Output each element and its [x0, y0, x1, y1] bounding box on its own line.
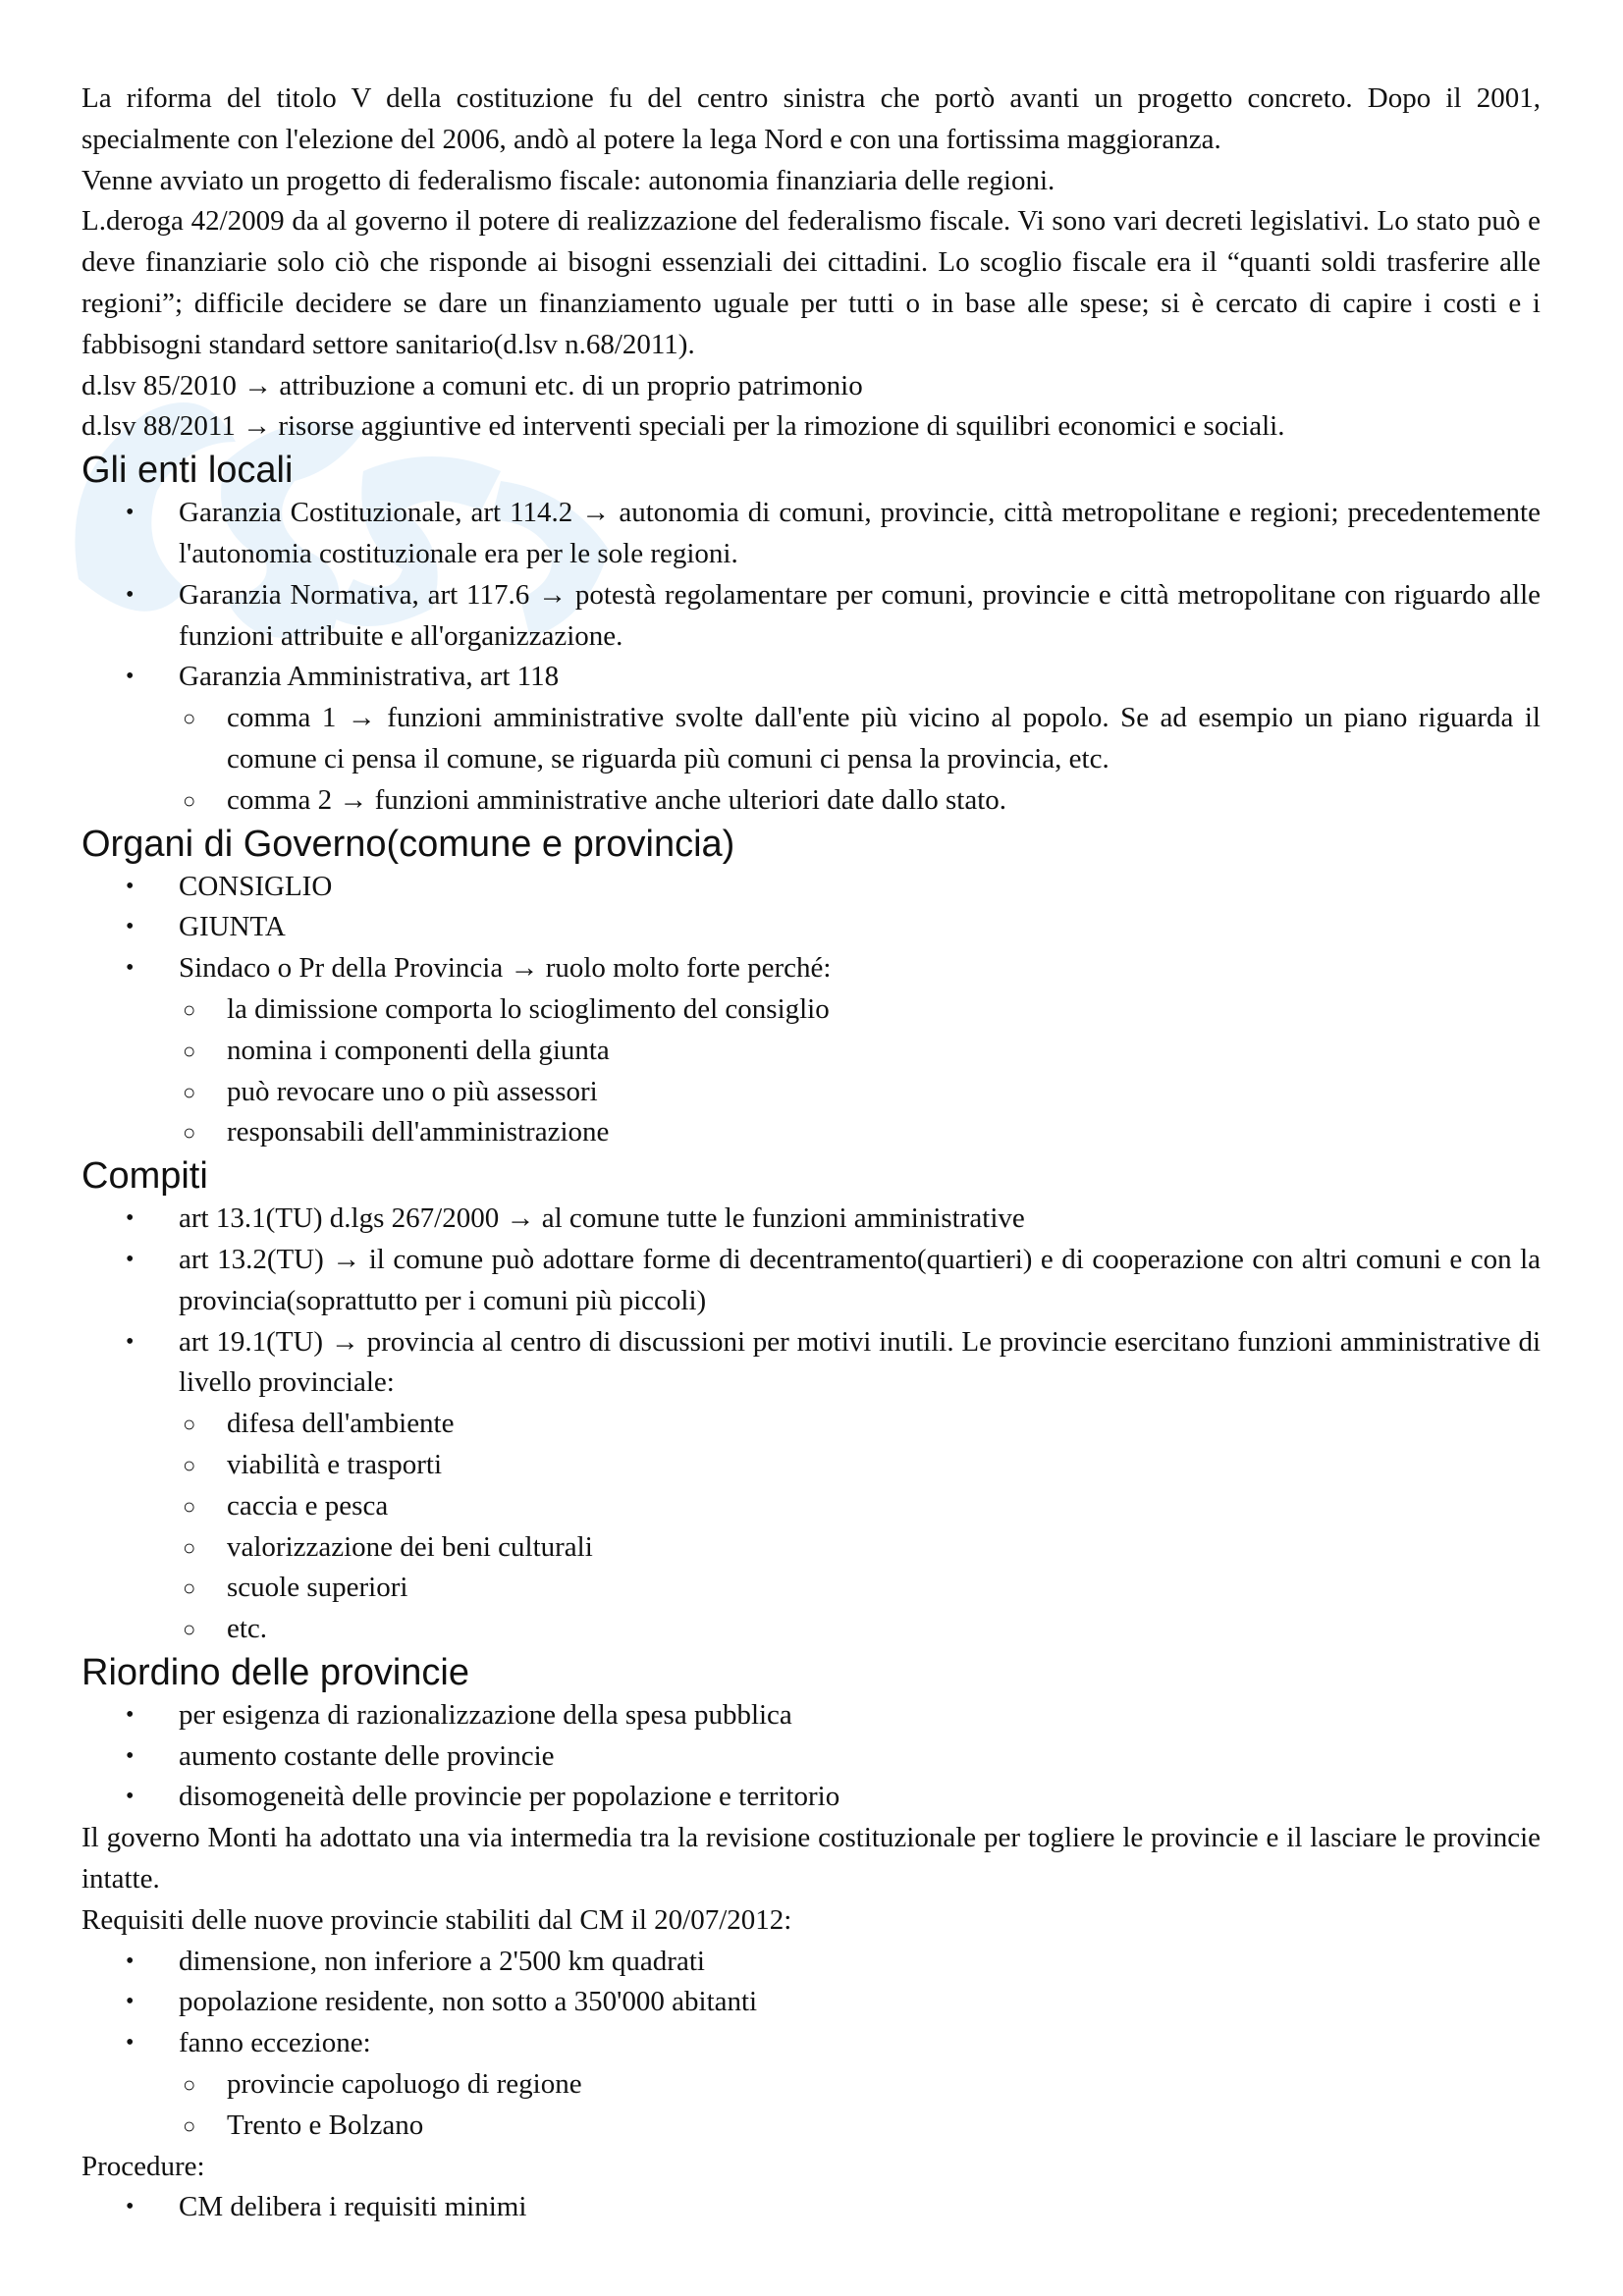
- circle-bullet-icon: ○: [183, 2112, 196, 2138]
- bullet-icon: •: [126, 581, 135, 608]
- riordino-paragraph-requisiti: Requisiti delle nuove provincie stabiliti dal CM il 20/07/2012:: [81, 1903, 792, 1936]
- procedure-list: [81, 2187, 1541, 2228]
- sub-list-item: ○ caccia e pesca: [81, 1486, 1541, 1527]
- section-heading-compiti: Compiti: [81, 1155, 208, 1198]
- sub-list-item: ○ comma 2 → funzioni amministrative anche ulteriori date dallo stato.: [81, 780, 1541, 822]
- bullet-icon: •: [126, 1328, 135, 1355]
- bullet-icon: •: [126, 1989, 135, 2015]
- circle-bullet-icon: ○: [183, 1079, 196, 1104]
- requisiti-list: [81, 1942, 1541, 2147]
- bullet-icon: •: [126, 873, 135, 899]
- list-item: • disomogeneità delle provincie per popolazione e territorio: [81, 1777, 1541, 1818]
- sub-list-item: ○ nomina i componenti della giunta: [81, 1031, 1541, 1072]
- sub-list-item: ○ può revocare uno o più assessori: [81, 1072, 1541, 1113]
- list-item: • dimensione, non inferiore a 2'500 km quadrati: [81, 1942, 1541, 1983]
- compiti-sublist: [81, 1404, 1541, 1650]
- circle-bullet-icon: ○: [183, 2072, 196, 2098]
- riordino-paragraph-monti: Il governo Monti ha adottato una via intermedia tra la revisione costituzionale per togliere le provincie e il lasciare le provincie intatte.: [81, 1822, 1541, 1896]
- intro-paragraph-1: La riforma del titolo V della costituzione fu del centro sinistra che portò avanti un progetto concreto. Dopo il 2001, specialmente con l'elezione del 2006, andò al potere la lega Nord e con una fortissima maggioranza.: [81, 82, 1541, 155]
- list-item: • Garanzia Amministrativa, art 118 ○ comma 1 → funzioni amministrative svolte dall'ente più vicino al popolo. Se ad esempio un piano riguarda il comune ci pensa il comune, se riguarda più comuni ci pensa la provincia, etc. ○ comma 2 → funzioni amministrative anche ulteriori date dallo stato.: [81, 657, 1541, 821]
- list-item: • popolazione residente, non sotto a 350'000 abitanti: [81, 1982, 1541, 2023]
- bullet-icon: •: [126, 1784, 135, 1810]
- intro-paragraph-2: Venne avviato un progetto di federalismo fiscale: autonomia finanziaria delle regioni.: [81, 164, 1055, 196]
- list-item: • art 19.1(TU) → provincia al centro di discussioni per motivi inutili. Le provincie esercitano funzioni amministrative di livello provinciale: ○ difesa dell'ambiente ○ viabilità e trasporti ○ caccia e pesca ○ valorizzazione dei beni culturali ○ scuole superiori ○ etc.: [81, 1322, 1541, 1650]
- section-heading-riordino: Riordino delle provincie: [81, 1651, 469, 1693]
- circle-bullet-icon: ○: [183, 1617, 196, 1642]
- bullet-icon: •: [126, 500, 135, 526]
- procedure-label: Procedure:: [81, 2150, 205, 2182]
- enti-sublist: [81, 698, 1541, 821]
- list-item: • art 13.1(TU) d.lgs 267/2000 → al comune tutte le funzioni amministrative: [81, 1199, 1541, 1240]
- circle-bullet-icon: ○: [183, 1120, 196, 1146]
- sub-list-item: ○ scuole superiori: [81, 1568, 1541, 1609]
- circle-bullet-icon: ○: [183, 1493, 196, 1519]
- list-item: • Garanzia Normativa, art 117.6 → potestà regolamentare per comuni, provincie e città metropolitane con riguardo alle funzioni attribuite e all'organizzazione.: [81, 575, 1541, 658]
- bullet-icon: •: [126, 1246, 135, 1272]
- requisiti-sublist: [81, 2064, 1541, 2147]
- list-item: • GIUNTA: [81, 907, 1541, 948]
- bullet-icon: •: [126, 2194, 135, 2220]
- bullet-icon: •: [126, 1948, 135, 1974]
- organi-list: [81, 867, 1541, 1154]
- list-item: • CONSIGLIO: [81, 867, 1541, 908]
- bullet-icon: •: [126, 664, 135, 690]
- bullet-icon: •: [126, 955, 135, 982]
- intro-paragraph-4: d.lsv 85/2010 → attribuzione a comuni etc. di un proprio patrimonio: [81, 369, 863, 401]
- sub-list-item: ○ etc.: [81, 1609, 1541, 1650]
- sub-list-item: ○ comma 1 → funzioni amministrative svolte dall'ente più vicino al popolo. Se ad esempio un piano riguarda il comune ci pensa il comune, se riguarda più comuni ci pensa la provincia, etc.: [81, 698, 1541, 780]
- compiti-list: [81, 1199, 1541, 1650]
- sub-list-item: ○ la dimissione comporta lo scioglimento del consiglio: [81, 989, 1541, 1031]
- intro-section: [81, 79, 1541, 448]
- riordino-list: [81, 1695, 1541, 1818]
- organi-sublist: [81, 989, 1541, 1153]
- sub-list-item: ○ viabilità e trasporti: [81, 1445, 1541, 1486]
- list-item: • art 13.2(TU) → il comune può adottare forme di decentramento(quartieri) e di cooperazione con altri comuni e con la provincia(soprattutto per i comuni più piccoli): [81, 1240, 1541, 1322]
- section-heading-organi: Organi di Governo(comune e provincia): [81, 823, 735, 865]
- circle-bullet-icon: ○: [183, 1038, 196, 1063]
- list-item: • fanno eccezione: ○ provincie capoluogo di regione ○ Trento e Bolzano: [81, 2023, 1541, 2146]
- intro-paragraph-3: L.deroga 42/2009 da al governo il potere di realizzazione del federalismo fiscale. Vi sono vari decreti legislativi. Lo stato può e deve finanziarie solo ciò che risponde ai bisogni essenziali dei cittadini. Lo scoglio fiscale era il “quanti soldi trasferire alle regioni”; difficile decidere se dare un finanziamento uguale per tutti o in base alle spese; si è cercato di capire i costi e i fabbisogni standard settore sanitario(d.lsv n.68/2011).: [81, 205, 1541, 360]
- sub-list-item: ○ responsabili dell'amministrazione: [81, 1112, 1541, 1153]
- bullet-icon: •: [126, 2030, 135, 2056]
- circle-bullet-icon: ○: [183, 996, 196, 1022]
- sub-list-item: ○ provincie capoluogo di regione: [81, 2064, 1541, 2106]
- bullet-icon: •: [126, 1701, 135, 1728]
- circle-bullet-icon: ○: [183, 787, 196, 813]
- circle-bullet-icon: ○: [183, 1412, 196, 1437]
- bullet-icon: •: [126, 914, 135, 940]
- enti-list: [81, 493, 1541, 821]
- sub-list-item: ○ Trento e Bolzano: [81, 2106, 1541, 2147]
- bullet-icon: •: [126, 1205, 135, 1232]
- circle-bullet-icon: ○: [183, 1452, 196, 1477]
- sub-list-item: ○ valorizzazione dei beni culturali: [81, 1527, 1541, 1569]
- sub-list-item: ○ difesa dell'ambiente: [81, 1404, 1541, 1445]
- circle-bullet-icon: ○: [183, 1575, 196, 1601]
- section-heading-enti-locali: Gli enti locali: [81, 450, 294, 492]
- bullet-icon: •: [126, 1742, 135, 1769]
- list-item: • Sindaco o Pr della Provincia → ruolo molto forte perché: ○ la dimissione comporta lo scioglimento del consiglio ○ nomina i componenti della giunta ○ può revocare uno o più assessori ○ responsabili dell'amministrazione: [81, 948, 1541, 1153]
- intro-paragraph-5: d.lsv 88/2011 → risorse aggiuntive ed interventi speciali per la rimozione di squilibri economici e sociali.: [81, 410, 1285, 443]
- list-item: • per esigenza di razionalizzazione della spesa pubblica: [81, 1695, 1541, 1736]
- list-item: • CM delibera i requisiti minimi: [81, 2187, 1541, 2228]
- list-item: • Garanzia Costituzionale, art 114.2 → autonomia di comuni, provincie, città metropolitane e regioni; precedentemente l'autonomia costituzionale era per le sole regioni.: [81, 493, 1541, 575]
- list-item: • aumento costante delle provincie: [81, 1736, 1541, 1778]
- circle-bullet-icon: ○: [183, 1534, 196, 1560]
- circle-bullet-icon: ○: [183, 706, 196, 731]
- document-page: [81, 79, 1541, 2228]
